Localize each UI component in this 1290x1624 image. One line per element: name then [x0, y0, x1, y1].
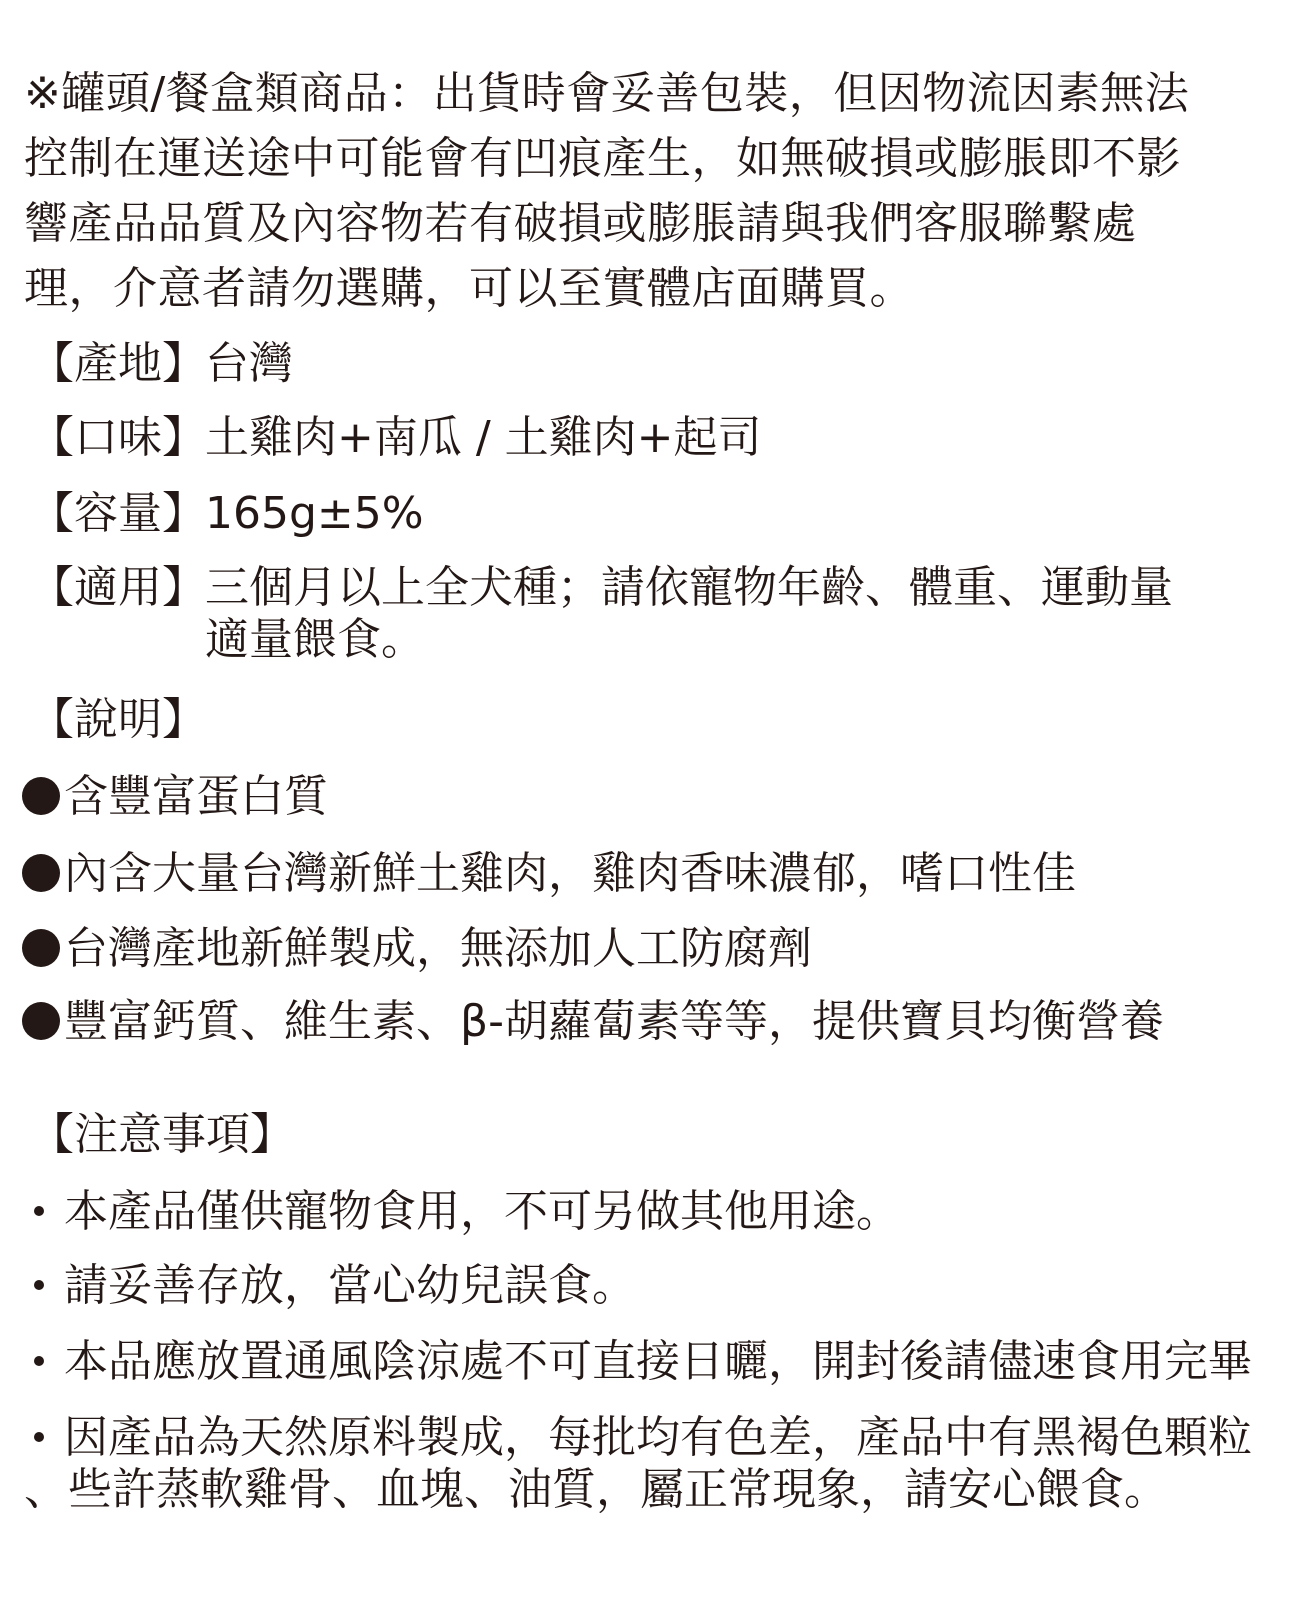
spec-suitable-value: 三個月以上全犬種；請依寵物年齡、體重、運動量 [205, 562, 1173, 613]
small-bullet-icon [34, 1280, 44, 1290]
note-item-continuation: 、些許蒸軟雞骨、血塊、油質，屬正常現象，請安心餵食。 [24, 1464, 1168, 1515]
spec-flavor-value: 土雞肉+南瓜 / 土雞肉+起司 [205, 412, 762, 463]
note-item-text: 本產品僅供寵物食用，不可另做其他用途。 [64, 1186, 900, 1237]
bullet-icon [22, 777, 60, 815]
description-item [22, 848, 1076, 899]
note-item-text: 本品應放置通風陰涼處不可直接日曬，開封後請儘速食用完畢 [64, 1336, 1252, 1387]
spec-origin-label: 【產地】 [30, 338, 206, 389]
description-item-text: 內含大量台灣新鮮土雞肉，雞肉香味濃郁，嗜口性佳 [64, 848, 1076, 899]
intro-line: 響產品品質及內容物若有破損或膨脹請與我們客服聯繫處 [24, 198, 1137, 249]
intro-line: 控制在運送途中可能會有凹痕產生，如無破損或膨脹即不影 [24, 133, 1181, 184]
small-bullet-icon [34, 1432, 44, 1442]
note-item [34, 1186, 900, 1237]
spec-flavor-label: 【口味】 [30, 412, 206, 463]
note-item [34, 1336, 1252, 1387]
note-item [34, 1412, 1252, 1463]
spec-capacity-label: 【容量】 [30, 488, 206, 539]
description-item-text: 豐富鈣質、維生素、β-胡蘿蔔素等等，提供寶貝均衡營養 [64, 996, 1164, 1047]
spec-origin-value: 台灣 [205, 338, 293, 389]
description-heading: 【說明】 [30, 694, 206, 745]
spec-capacity-value: 165g±5% [205, 488, 424, 539]
small-bullet-icon [34, 1206, 44, 1216]
bullet-icon [22, 854, 60, 892]
note-item-text: 因產品為天然原料製成，每批均有色差，產品中有黑褐色顆粒 [64, 1412, 1252, 1463]
bullet-icon [22, 929, 60, 967]
intro-line: 理，介意者請勿選購，可以至實體店面購買。 [24, 263, 914, 314]
bullet-icon [22, 1002, 60, 1040]
small-bullet-icon [34, 1356, 44, 1366]
note-item-text: 請妥善存放，當心幼兒誤食。 [64, 1260, 636, 1311]
notes-heading: 【注意事項】 [30, 1109, 294, 1160]
description-item-text: 台灣產地新鮮製成，無添加人工防腐劑 [64, 923, 812, 974]
note-item [34, 1260, 636, 1311]
spec-suitable-label: 【適用】 [30, 562, 206, 613]
description-item [22, 923, 812, 974]
description-item [22, 771, 328, 822]
description-item-text: 含豐富蛋白質 [64, 771, 328, 822]
spec-suitable-value-cont: 適量餵食。 [205, 614, 425, 665]
intro-line: ※罐頭/餐盒類商品：出貨時會妥善包裝，但因物流因素無法 [24, 68, 1190, 119]
description-item [22, 996, 1164, 1047]
